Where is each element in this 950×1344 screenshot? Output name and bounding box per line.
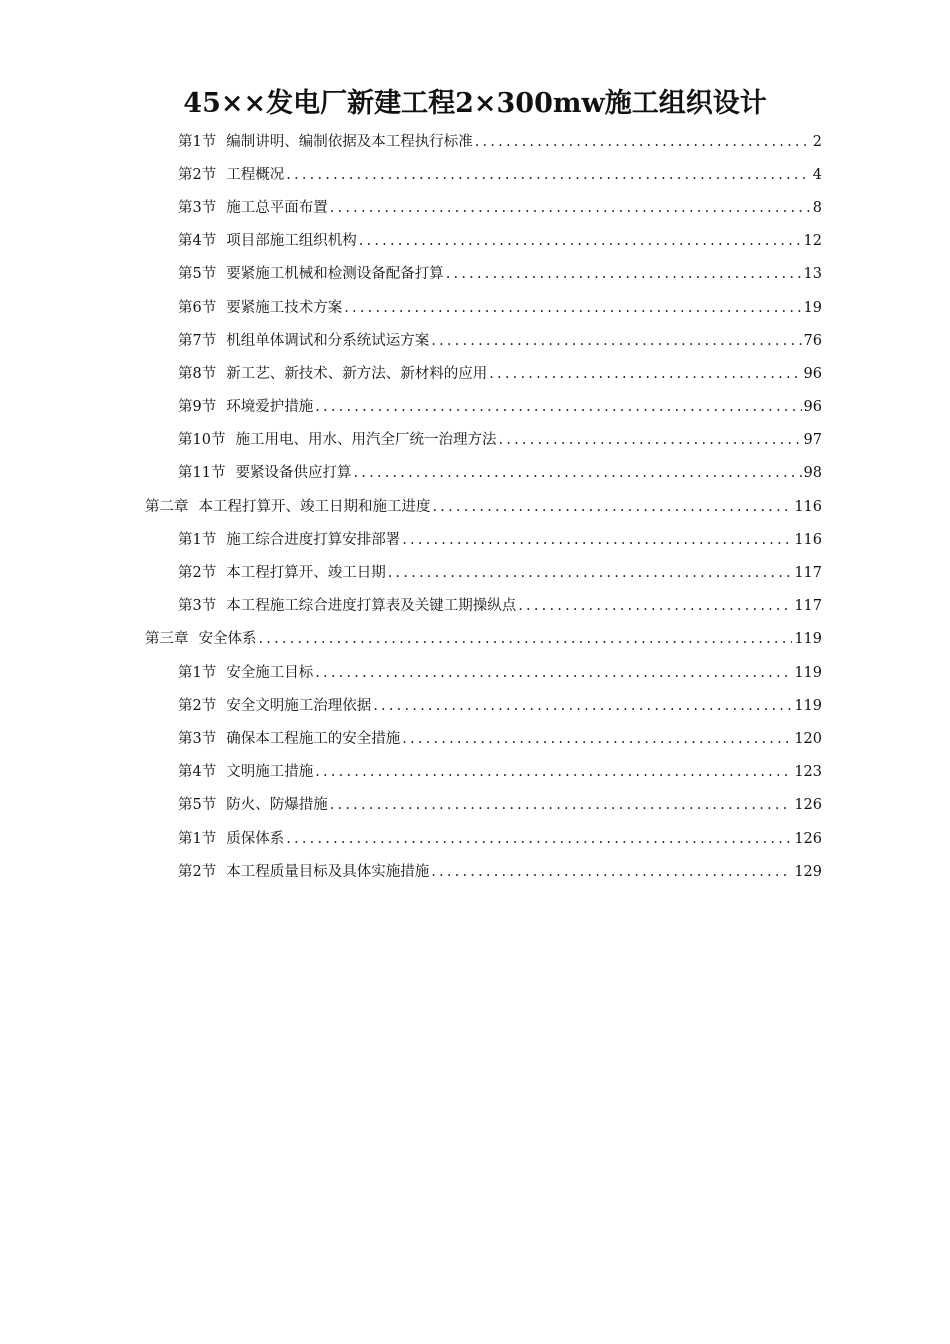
toc-entry-number: 第2节	[178, 565, 217, 582]
toc-entry-text: 质保体系	[226, 830, 285, 847]
toc-entry-page-number: 119	[794, 664, 822, 681]
toc-entry-number: 第2节	[178, 697, 217, 714]
toc-entry[interactable]	[0, 656, 950, 689]
toc-dot-leader	[315, 663, 792, 683]
toc-entry[interactable]	[0, 623, 950, 656]
toc-entry-text: 防火、防爆措施	[226, 797, 328, 814]
toc-entry-line	[178, 795, 822, 815]
toc-dot-leader	[286, 165, 811, 185]
toc-entry[interactable]	[0, 490, 950, 523]
toc-entry-label	[178, 729, 400, 749]
toc-entry-page-number: 76	[803, 332, 822, 349]
toc-entry-number: 第9节	[178, 399, 217, 416]
toc-entry-line	[178, 231, 822, 251]
toc-entry-label	[178, 364, 487, 384]
toc-entry-line	[178, 132, 822, 152]
toc-entry-number: 第二章	[145, 498, 189, 515]
toc-entry-page-number: 120	[794, 730, 822, 747]
toc-entry[interactable]	[0, 225, 950, 258]
toc-entry-text: 编制讲明、编制依据及本工程执行标准	[226, 133, 473, 150]
toc-entry-line	[178, 862, 822, 882]
toc-dot-leader	[286, 829, 792, 849]
toc-entry-number: 第10节	[178, 432, 226, 449]
toc-dot-leader	[446, 264, 802, 284]
toc-entry-label	[178, 165, 284, 185]
toc-entry-page-number: 96	[803, 399, 822, 416]
toc-entry-text: 文明施工措施	[226, 764, 314, 781]
document-title: 45××发电厂新建工程2×300mw施工组织设计	[183, 88, 767, 119]
toc-entry-number: 第3节	[178, 199, 217, 216]
toc-entry-text: 本工程施工综合进度打算表及关键工期操纵点	[226, 598, 517, 615]
toc-entry-label	[178, 264, 444, 284]
toc-entry-label	[178, 795, 328, 815]
toc-entry[interactable]	[0, 324, 950, 357]
toc-entry-page-number: 123	[794, 764, 822, 781]
toc-entry-page-number: 12	[803, 233, 822, 250]
toc-entry-text: 要紧施工机械和检测设备配备打算	[226, 266, 444, 283]
toc-entry-number: 第2节	[178, 166, 217, 183]
toc-entry-label	[178, 397, 313, 417]
toc-entry[interactable]	[0, 855, 950, 888]
toc-entry[interactable]	[0, 125, 950, 158]
toc-entry-page-number: 117	[794, 565, 822, 582]
toc-entry-line	[178, 829, 822, 849]
toc-entry-page-number: 19	[803, 299, 822, 316]
toc-entry-text: 机组单体调试和分系统试运方案	[226, 332, 430, 349]
toc-entry-number: 第7节	[178, 332, 217, 349]
toc-entry-number: 第1节	[178, 664, 217, 681]
toc-entry-line	[145, 497, 822, 517]
toc-entry-label	[178, 696, 371, 716]
toc-entry-line	[178, 530, 822, 550]
toc-entry-page-number: 2	[812, 133, 822, 150]
toc-entry[interactable]	[0, 689, 950, 722]
toc-entry-text: 要紧设备供应打算	[235, 465, 352, 482]
toc-dot-leader	[518, 596, 792, 616]
toc-dot-leader	[433, 497, 793, 517]
toc-entry-text: 本工程打算开、竣工日期	[226, 565, 386, 582]
toc-entry-page-number: 96	[803, 365, 822, 382]
toc-entry-text: 安全体系	[198, 631, 257, 648]
toc-dot-leader	[359, 231, 802, 251]
toc-entry-page-number: 116	[794, 531, 822, 548]
table-of-contents	[0, 125, 950, 888]
toc-entry-label	[178, 331, 429, 351]
toc-dot-leader	[353, 463, 801, 483]
toc-entry-number: 第2节	[178, 863, 217, 880]
toc-entry[interactable]	[0, 556, 950, 589]
toc-entry-line	[178, 463, 822, 483]
toc-entry[interactable]	[0, 722, 950, 755]
toc-entry-label	[178, 829, 284, 849]
toc-entry-line	[178, 397, 822, 417]
toc-entry-page-number: 13	[803, 266, 822, 283]
toc-entry-text: 新工艺、新技术、新方法、新材料的应用	[226, 365, 488, 382]
toc-dot-leader	[402, 530, 792, 550]
toc-entry-label	[145, 629, 257, 649]
toc-dot-leader	[330, 198, 811, 218]
toc-entry-text: 项目部施工组织机构	[226, 233, 357, 250]
toc-entry-number: 第3节	[178, 598, 217, 615]
toc-entry-number: 第三章	[145, 631, 189, 648]
toc-dot-leader	[489, 364, 801, 384]
toc-entry-page-number: 119	[794, 631, 822, 648]
toc-entry[interactable]	[0, 158, 950, 191]
toc-dot-leader	[431, 862, 792, 882]
toc-entry-label	[178, 298, 342, 318]
toc-entry-label	[178, 530, 400, 550]
toc-entry-page-number: 98	[803, 465, 822, 482]
toc-entry[interactable]	[0, 291, 950, 324]
toc-entry-number: 第5节	[178, 797, 217, 814]
toc-entry-label	[178, 563, 386, 583]
toc-entry-page-number: 8	[812, 199, 822, 216]
toc-entry-page-number: 117	[794, 598, 822, 615]
toc-dot-leader	[402, 729, 792, 749]
toc-entry-text: 工程概况	[226, 166, 285, 183]
toc-entry-label	[178, 596, 516, 616]
toc-entry-line	[178, 696, 822, 716]
toc-entry-label	[178, 198, 328, 218]
toc-entry-label	[178, 762, 313, 782]
toc-entry-number: 第1节	[178, 531, 217, 548]
toc-entry-label	[178, 663, 313, 683]
toc-entry-line	[178, 364, 822, 384]
toc-entry-text: 施工综合进度打算安排部署	[226, 531, 401, 548]
toc-entry[interactable]	[0, 258, 950, 291]
toc-entry-label	[145, 497, 431, 517]
toc-entry-page-number: 129	[794, 863, 822, 880]
toc-entry-line	[145, 629, 822, 649]
toc-entry-text: 要紧施工技术方案	[226, 299, 343, 316]
toc-entry-number: 第6节	[178, 299, 217, 316]
toc-entry-line	[178, 663, 822, 683]
toc-entry-label	[178, 132, 473, 152]
toc-entry-line	[178, 331, 822, 351]
toc-entry-number: 第1节	[178, 830, 217, 847]
toc-entry-line	[178, 264, 822, 284]
toc-entry[interactable]	[0, 357, 950, 390]
toc-entry-number: 第8节	[178, 365, 217, 382]
toc-entry-text: 施工用电、用水、用汽全厂统一治理方法	[235, 432, 497, 449]
toc-entry-number: 第1节	[178, 133, 217, 150]
toc-entry-label	[178, 231, 357, 251]
toc-dot-leader	[388, 563, 793, 583]
toc-entry-text: 环境爱护措施	[226, 399, 314, 416]
toc-dot-leader	[344, 298, 801, 318]
toc-dot-leader	[259, 629, 793, 649]
toc-entry-text: 确保本工程施工的安全措施	[226, 730, 401, 747]
toc-entry-line	[178, 430, 822, 450]
toc-entry[interactable]	[0, 822, 950, 855]
toc-entry[interactable]	[0, 457, 950, 490]
toc-entry-number: 第3节	[178, 730, 217, 747]
toc-entry-line	[178, 198, 822, 218]
toc-entry-number: 第4节	[178, 233, 217, 250]
toc-entry[interactable]	[0, 590, 950, 623]
toc-entry-number: 第4节	[178, 764, 217, 781]
toc-entry-page-number: 126	[794, 830, 822, 847]
toc-entry[interactable]	[0, 191, 950, 224]
toc-dot-leader	[498, 430, 801, 450]
toc-dot-leader	[330, 795, 793, 815]
toc-entry-line	[178, 563, 822, 583]
toc-entry-line	[178, 762, 822, 782]
toc-entry[interactable]	[0, 789, 950, 822]
toc-dot-leader	[475, 132, 811, 152]
toc-entry-number: 第11节	[178, 465, 226, 482]
toc-entry-text: 施工总平面布置	[226, 199, 328, 216]
toc-entry-line	[178, 298, 822, 318]
toc-entry-text: 本工程打算开、竣工日期和施工进度	[198, 498, 431, 515]
toc-entry[interactable]	[0, 424, 950, 457]
toc-entry-text: 安全文明施工治理依据	[226, 697, 372, 714]
toc-entry-line	[178, 165, 822, 185]
toc-entry-label	[178, 430, 496, 450]
toc-entry-line	[178, 596, 822, 616]
toc-dot-leader	[315, 397, 801, 417]
toc-entry-number: 第5节	[178, 266, 217, 283]
toc-entry-label	[178, 862, 429, 882]
toc-entry-line	[178, 729, 822, 749]
toc-entry[interactable]	[0, 391, 950, 424]
toc-dot-leader	[431, 331, 801, 351]
toc-dot-leader	[373, 696, 792, 716]
toc-entry-page-number: 4	[812, 166, 822, 183]
toc-entry-page-number: 119	[794, 697, 822, 714]
toc-entry-text: 本工程质量目标及具体实施措施	[226, 863, 430, 880]
toc-dot-leader	[315, 762, 792, 782]
toc-entry[interactable]	[0, 756, 950, 789]
toc-entry[interactable]	[0, 523, 950, 556]
toc-entry-page-number: 116	[794, 498, 822, 515]
toc-entry-label	[178, 463, 351, 483]
toc-entry-page-number: 97	[803, 432, 822, 449]
toc-entry-page-number: 126	[794, 797, 822, 814]
toc-entry-text: 安全施工目标	[226, 664, 314, 681]
